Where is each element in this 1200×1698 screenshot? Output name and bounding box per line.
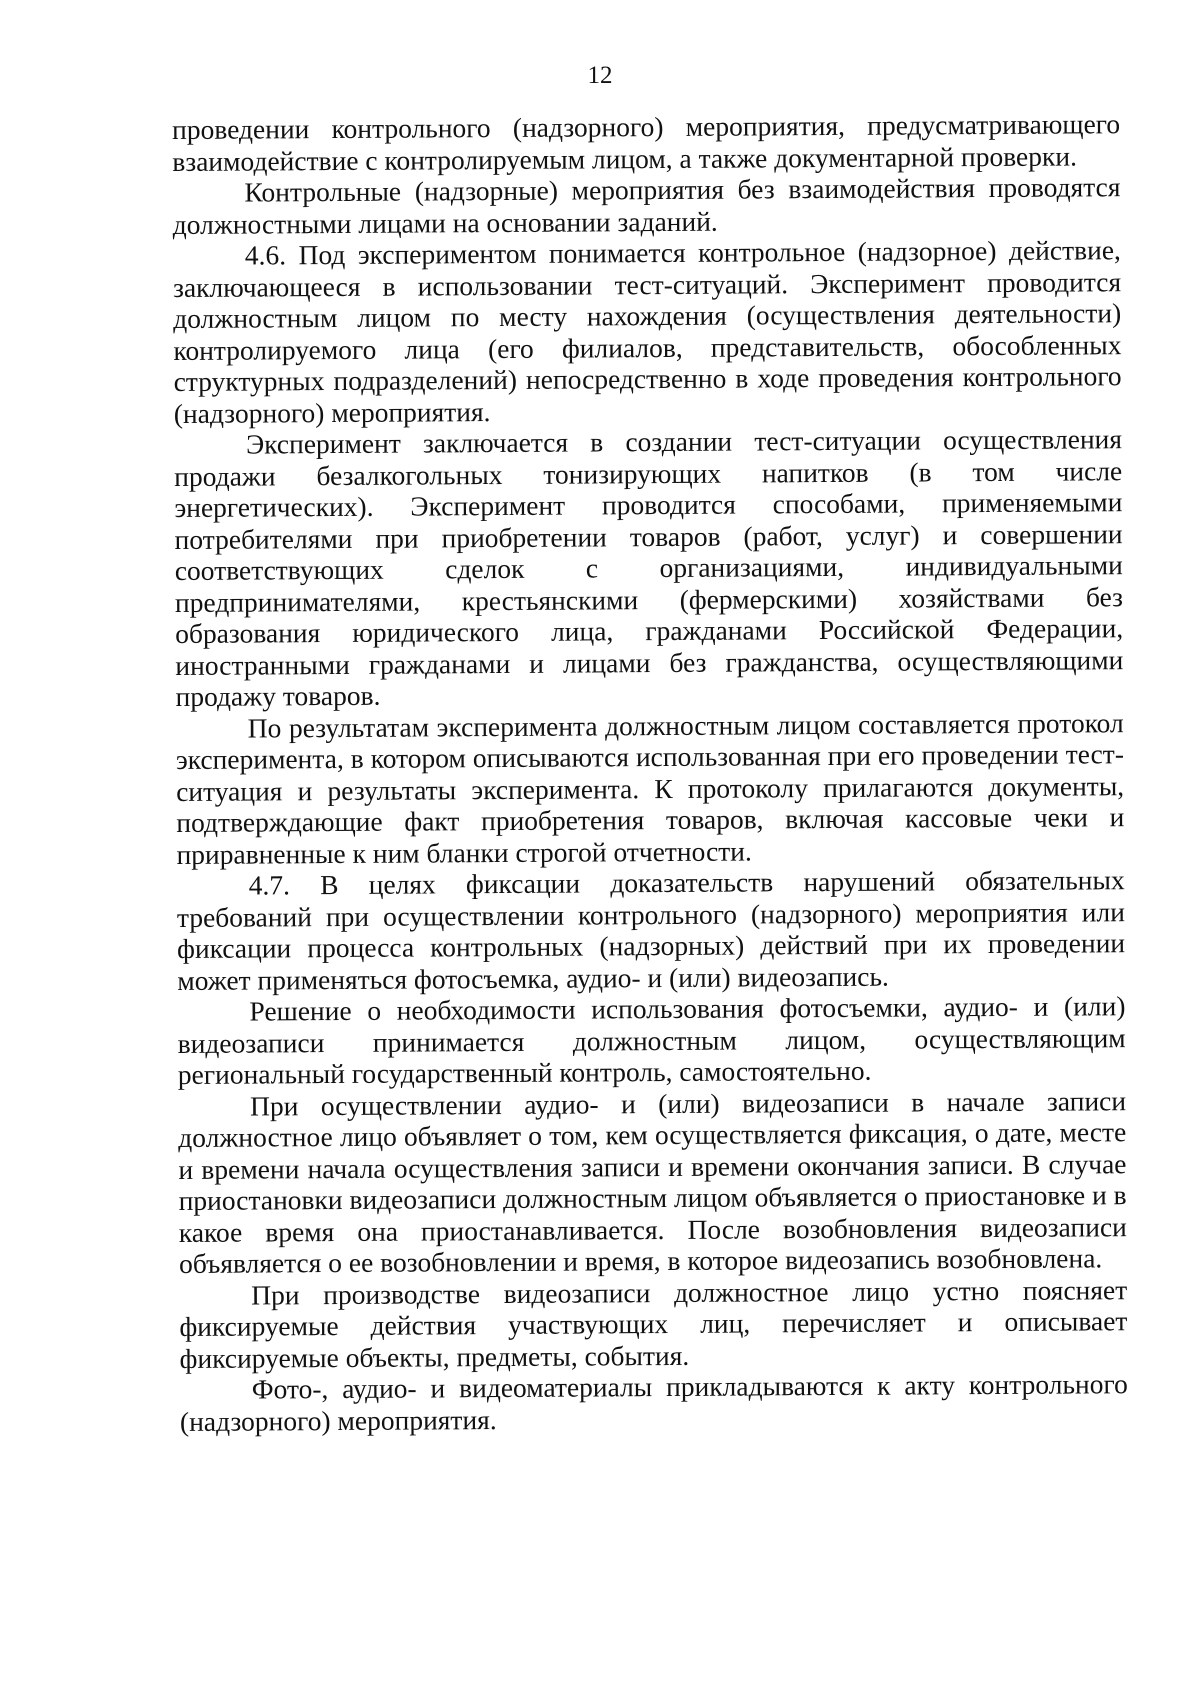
- paragraph-materials-attached: Фото-, аудио- и видеоматериалы прикладываются к акту контрольного (надзорного) мероприятия.: [179, 1368, 1128, 1437]
- paragraph-no-interaction-events: Контрольные (надзорные) мероприятия без взаимодействия проводятся должностными лицами на основании заданий.: [172, 171, 1121, 240]
- paragraph-video-explanation: При производстве видеозаписи должностное лицо устно поясняет фиксируемые действия участвующих лиц, перечисляет и описывает фиксируемые объекты, предметы, события.: [179, 1273, 1128, 1374]
- paragraph-recording-decision: Решение о необходимости использования фотосъемки, аудио- и (или) видеозаписи принимается должностным лицом, осуществляющим региональный государственный контроль, самостоятельно.: [177, 990, 1126, 1090]
- paragraph-4-7-recording: 4.7. В целях фиксации доказательств нарушений обязательных требований при осуществлении контрольного (надзорного) мероприятия или фиксации процесса контрольных (надзорных) действий при их проведении может применяться фотосъемка, аудио- и (или) видеозапись.: [176, 864, 1126, 996]
- document-body: [172, 108, 1128, 1437]
- paragraph-experiment-protocol: По результатам эксперимента должностным лицом составляется протокол эксперимента, в котором описываются использованная при его проведении тест-ситуация и результаты эксперимента. К протоколу прилагаются документы, подтверждающие факт приобретения товаров, включая кассовые чеки и приравненные к ним бланки строгой отчетности.: [175, 706, 1125, 870]
- paragraph-continuation: проведении контрольного (надзорного) мероприятия, предусматривающего взаимодействие с контролируемым лицом, а также документарной проверки.: [172, 108, 1121, 177]
- paragraph-experiment-test-situation: Эксперимент заключается в создании тест-ситуации осуществления продажи безалкогольных тонизирующих напитков (в том числе энергетических). Эксперимент проводится способами, применяемыми потребителями при приобретении товаров (работ, услуг) и совершении соответствующих сделок с организациями, индивидуальными предпринимателями, крестьянскими (фермерскими) хозяйствами без образования юридического лица, гражданами Российской Федерации, иностранными гражданами и лицами без гражданства, осуществляющими продажу товаров.: [174, 423, 1124, 712]
- page-number: 12: [587, 62, 613, 89]
- paragraph-4-6-experiment-definition: 4.6. Под экспериментом понимается контрольное (надзорное) действие, заключающееся в использовании тест-ситуаций. Эксперимент проводится должностным лицом по месту нахождения (осуществления деятельности) контролируемого лица (его филиалов, представительств, обособленных структурных подразделений) непосредственно в ходе проведения контрольного (надзорного) мероприятия.: [172, 234, 1122, 429]
- paragraph-recording-announcement: При осуществлении аудио- и (или) видеозаписи в начале записи должностное лицо объявляет о том, кем осуществляется фиксация, о дате, месте и времени начала осуществления записи и времени окончания записи. В случае приостановки видеозаписи должностным лицом объявляется о приостановке и в какое время она приостанавливается. После возобновления видеозаписи объявляется о ее возобновлении и время, в которое видеозапись возобновлена.: [178, 1084, 1127, 1279]
